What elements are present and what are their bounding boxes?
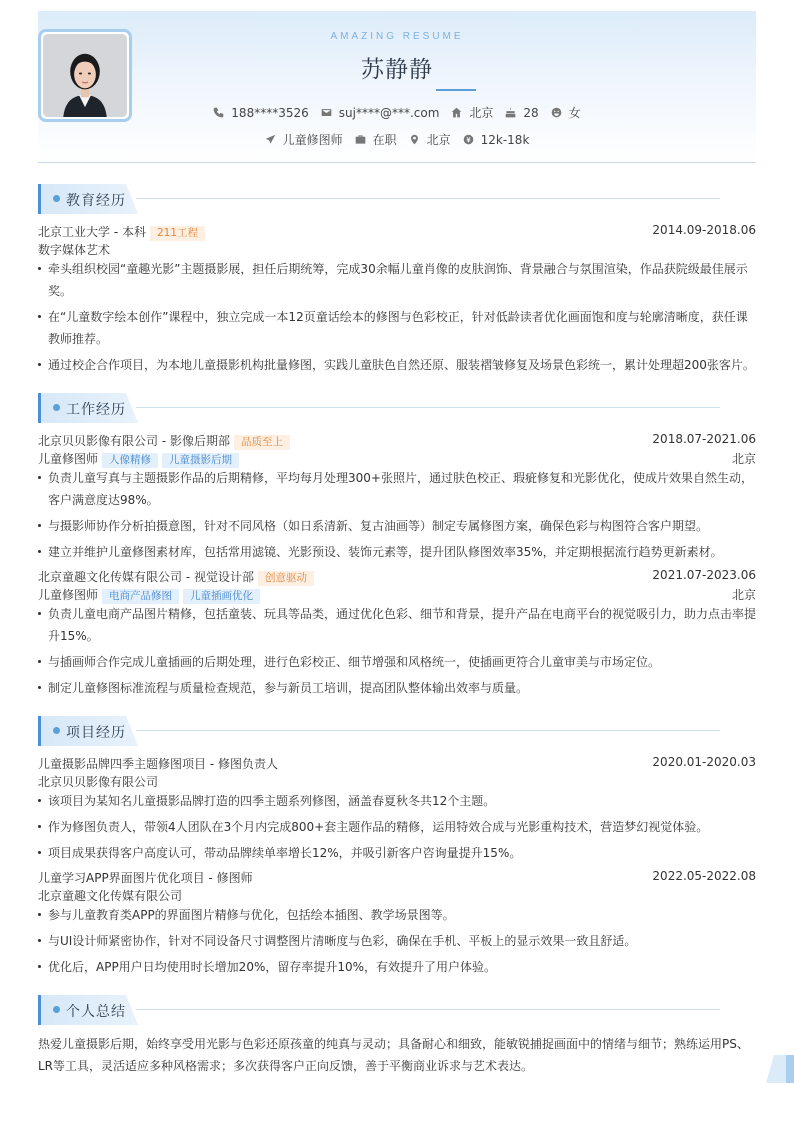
job-title: 儿童修图师 <box>38 452 99 466</box>
section-divider <box>136 198 720 199</box>
status-text: 在职 <box>372 133 397 147</box>
company-name: 北京贝贝影像有限公司 - 影像后期部 <box>38 434 230 448</box>
project-1-header <box>38 755 756 772</box>
section-projects <box>38 716 756 746</box>
home-icon <box>451 107 469 118</box>
send-icon <box>265 134 283 145</box>
section-title-education: 教育经历 <box>66 193 126 209</box>
section-work <box>38 393 756 423</box>
target-job-text: 儿童修图师 <box>282 133 343 147</box>
cake-icon <box>505 107 523 118</box>
education-date: 2014.09-2018.06 <box>652 223 756 237</box>
target-job-item <box>265 131 343 148</box>
list-item: 负责儿童写真与主题摄影作品的后期精修，平均每月处理300+张照片，通过肤色校正、瑕疵修复和光影优化，使成片效果自然生动，客户满意度达98%。 <box>38 467 756 511</box>
resume-subtitle: AMAZING RESUME <box>330 31 464 42</box>
job-intent-row <box>38 131 756 148</box>
list-item: 作为修图负责人，带领4人团队在3个月内完成800+套主题作品的精修，运用特效合成与光影重构技术，营造梦幻视觉体验。 <box>38 816 756 838</box>
list-item: 通过校企合作项目，为本地儿童摄影机构批量修图，实践儿童肤色自然还原、服装褶皱修复及场景色彩统一，累计处理超200张客片。 <box>38 354 756 376</box>
mail-icon <box>321 107 339 118</box>
school-name: 北京工业大学 - 本科 <box>38 225 146 239</box>
corner-decoration <box>766 1055 794 1083</box>
age-item <box>505 106 538 120</box>
list-item: 牵头组织校园“童趣光影”主题摄影展，担任后期统筹，完成30余幅儿童肖像的皮肤润饰、背景融合与氛围渲染，作品获院级最佳展示奖。 <box>38 258 756 302</box>
work-date: 2021.07-2023.06 <box>652 568 756 582</box>
phone-item <box>213 106 308 120</box>
project-1-bullets <box>38 790 756 868</box>
list-item: 与UI设计师紧密协作，针对不同设备尺寸调整图片清晰度与色彩，确保在手机、平板上的显示效果一致且舒适。 <box>38 930 756 952</box>
list-item: 在“儿童数字绘本创作”课程中，独立完成一本12页童话绘本的修图与色彩校正，针对低龄读者优化画面饱和度与轮廓清晰度，获任课教师推荐。 <box>38 306 756 350</box>
email-item <box>321 106 440 120</box>
status-item <box>355 131 397 148</box>
summary-text: 热爱儿童摄影后期，始终享受用光影与色彩还原孩童的纯真与灵动；具备耐心和细致，能敏锐捕捉画面中的情绪与细节；熟练运用PS、LR等工具，灵活适应多种风格需求；多次获得客户正向反馈，善于平衡商业诉求与艺术表达。 <box>38 1037 749 1073</box>
section-title-work: 工作经历 <box>66 402 126 418</box>
section-divider <box>136 407 720 408</box>
company-name: 北京童趣文化传媒有限公司 - 视觉设计部 <box>38 570 254 584</box>
project-date: 2022.05-2022.08 <box>652 869 756 883</box>
section-divider <box>136 1009 720 1010</box>
section-dot-icon <box>53 727 60 734</box>
city-item <box>451 104 493 121</box>
work-1-bullets <box>38 467 756 567</box>
list-item: 优化后，APP用户日均使用时长增加20%，留存率提升10%，有效提升了用户体验。 <box>38 956 756 978</box>
age-text: 28 <box>523 105 539 120</box>
name-underline <box>436 89 476 91</box>
skill-tag: 人像精修 <box>102 453 158 468</box>
target-city-text: 北京 <box>426 133 451 147</box>
list-item: 该项目为某知名儿童摄影品牌打造的四季主题系列修图，涵盖春夏秋冬共12个主题。 <box>38 790 756 812</box>
education-bullets <box>38 258 756 380</box>
gender-text: 女 <box>568 106 581 120</box>
project-name: 儿童学习APP界面图片优化项目 - 修图师 <box>38 871 253 885</box>
work-city: 北京 <box>731 452 756 466</box>
target-city-item <box>409 131 451 148</box>
candidate-name: 苏静静 <box>361 57 433 83</box>
project-org: 北京贝贝影像有限公司 <box>38 775 159 789</box>
list-item: 制定儿童修图标准流程与质量检查规范，参与新员工培训，提高团队整体输出效率与质量。 <box>38 677 756 699</box>
section-dot-icon <box>53 404 60 411</box>
work-date: 2018.07-2021.06 <box>652 432 756 446</box>
project-2-bullets <box>38 904 756 982</box>
section-title-projects: 项目经历 <box>66 725 126 741</box>
list-item: 参与儿童教育类APP的界面图片精修与优化，包括绘本插图、教学场景图等。 <box>38 904 756 926</box>
project-2-header <box>38 869 756 886</box>
company-tag: 创意驱动 <box>258 571 314 586</box>
gender-item <box>551 104 581 121</box>
skill-tag: 儿童插画优化 <box>183 589 260 604</box>
list-item: 建立并维护儿童修图素材库，包括常用滤镜、光影预设、装饰元素等，提升团队修图效率35%，并定期根据流行趋势更新素材。 <box>38 541 756 563</box>
school-tag: 211工程 <box>150 226 205 241</box>
salary-item <box>463 133 530 147</box>
education-major <box>38 241 756 258</box>
work-1-header <box>38 432 756 450</box>
section-dot-icon <box>53 195 60 202</box>
phone-text: 188****3526 <box>231 105 309 120</box>
list-item: 负责儿童电商产品图片精修，包括童装、玩具等品类，通过优化色彩、细节和背景，提升产品在电商平台的视觉吸引力，助力点击率提升15%。 <box>38 603 756 647</box>
list-item: 与插画师合作完成儿童插画的后期处理，进行色彩校正、细节增强和风格统一，使插画更符合儿童审美与市场定位。 <box>38 651 756 673</box>
money-icon <box>463 134 481 145</box>
salary-text: 12k-18k <box>480 132 530 147</box>
smile-icon <box>551 107 569 118</box>
skill-tag: 电商产品修图 <box>102 589 179 604</box>
work-1-role <box>38 450 756 468</box>
resume-header <box>38 11 756 163</box>
section-summary <box>38 995 756 1025</box>
work-2-header <box>38 568 756 586</box>
major-text: 数字媒体艺术 <box>38 243 111 257</box>
section-dot-icon <box>53 1006 60 1013</box>
skill-tag: 儿童摄影后期 <box>162 453 239 468</box>
project-date: 2020.01-2020.03 <box>652 755 756 769</box>
city-text: 北京 <box>469 106 494 120</box>
work-2-role <box>38 586 756 604</box>
basic-info-row <box>38 104 756 121</box>
work-2-bullets <box>38 603 756 703</box>
education-header <box>38 223 756 241</box>
company-tag: 品质至上 <box>234 435 290 450</box>
project-name: 儿童摄影品牌四季主题修图项目 - 修图负责人 <box>38 757 278 771</box>
project-2-org <box>38 887 756 904</box>
list-item: 与摄影师协作分析拍摄意图，针对不同风格（如日系清新、复古油画等）制定专属修图方案，确保色彩与构图符合客户期望。 <box>38 515 756 537</box>
briefcase-icon <box>355 134 373 145</box>
location-pin-icon <box>409 134 427 145</box>
section-title-summary: 个人总结 <box>66 1004 126 1020</box>
project-1-org <box>38 773 756 790</box>
work-city: 北京 <box>731 588 756 602</box>
job-title: 儿童修图师 <box>38 588 99 602</box>
project-org: 北京童趣文化传媒有限公司 <box>38 889 183 903</box>
phone-icon <box>213 107 231 118</box>
list-item: 项目成果获得客户高度认可，带动品牌续单率增长12%，并吸引新客户咨询量提升15%。 <box>38 842 756 864</box>
section-education <box>38 184 756 214</box>
section-divider <box>136 730 720 731</box>
email-text: suj****@***.com <box>338 105 440 120</box>
